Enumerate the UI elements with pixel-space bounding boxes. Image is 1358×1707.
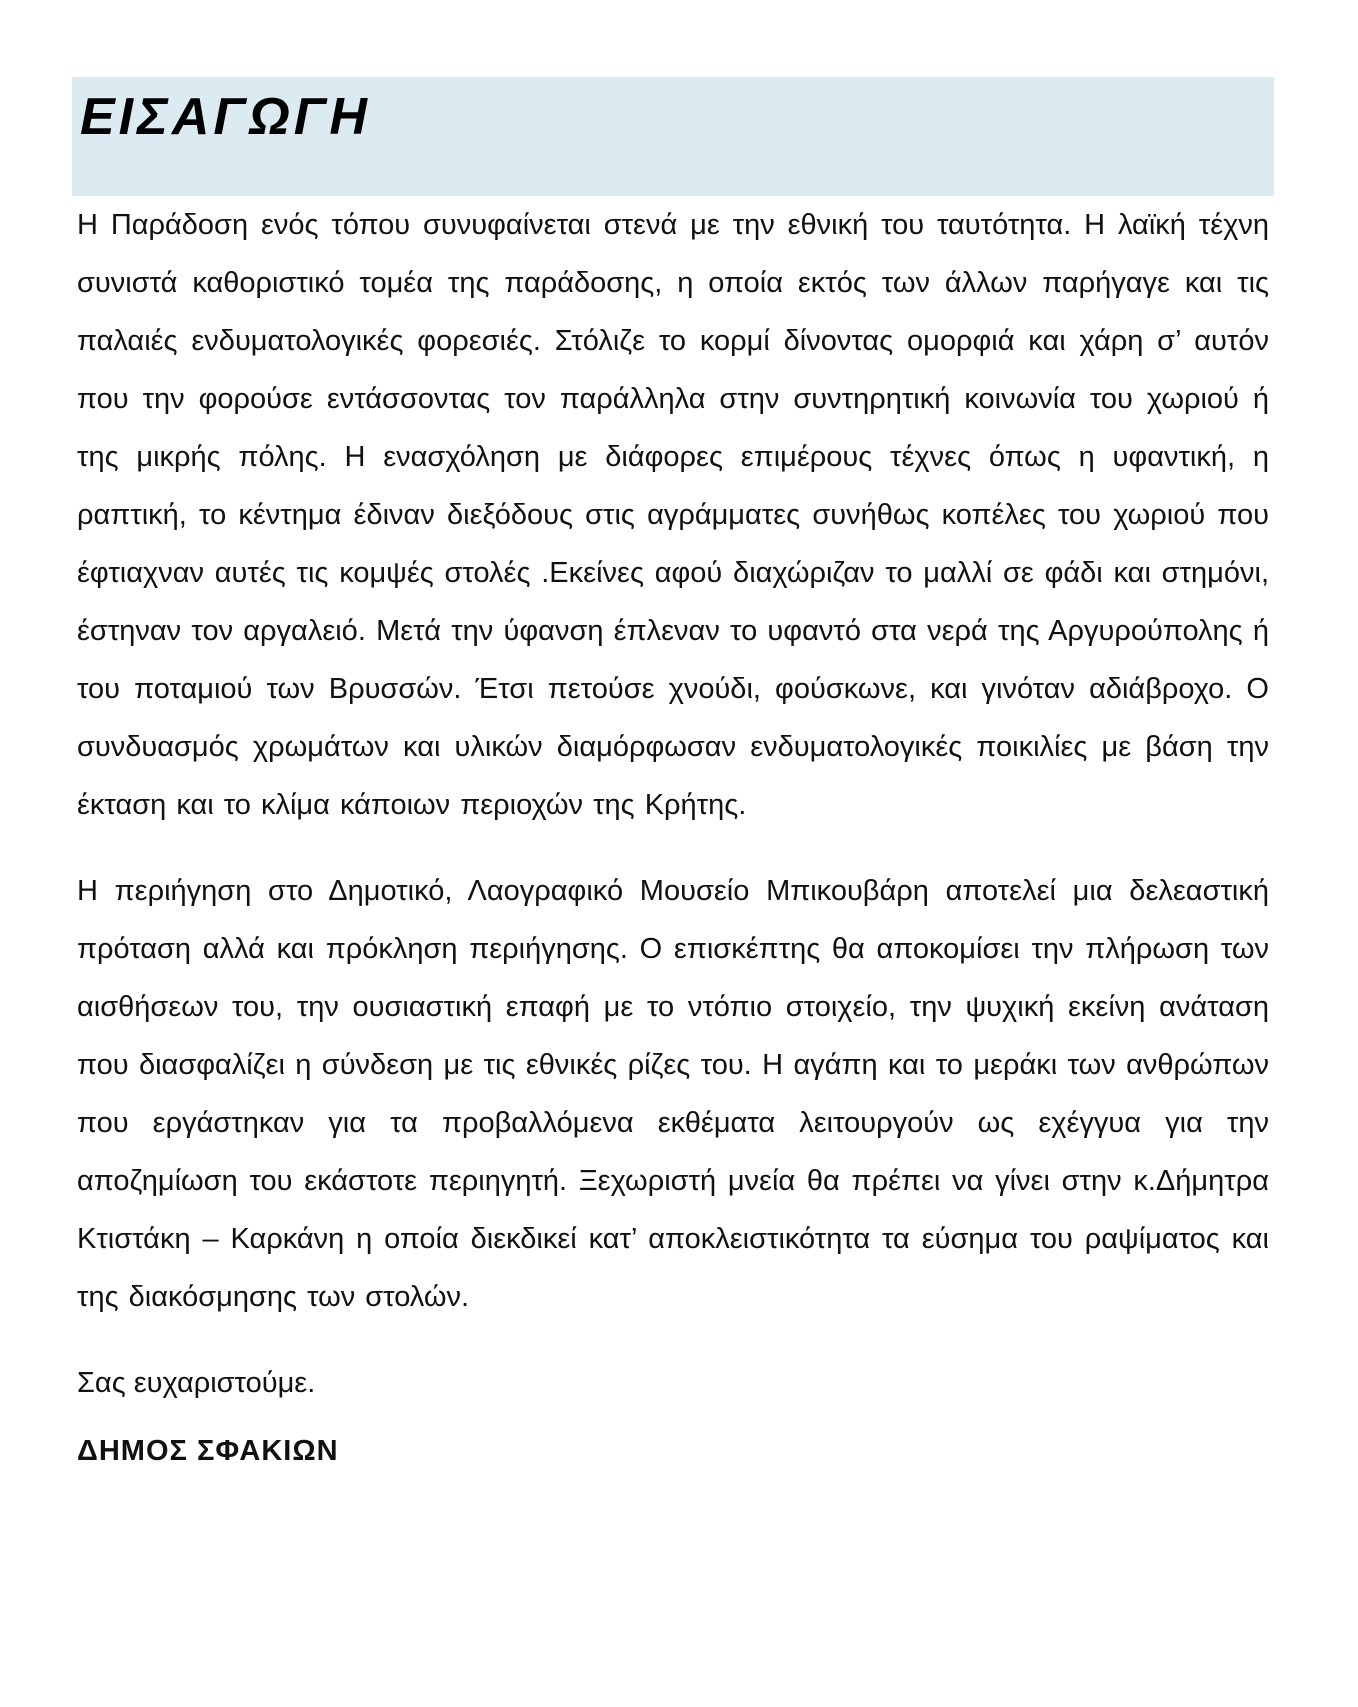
closing-text: Σας ευχαριστούμε. — [77, 1367, 316, 1399]
signature: ΔΗΜΟΣ ΣΦΑΚΙΩΝ — [77, 1435, 339, 1467]
museum-paragraph: Η περιήγηση στο Δημοτικό, Λαογραφικό Μουσείο Μπικουβάρη αποτελεί μια δελεαστική πρόταση αλλά και πρόκληση περιήγησης. Ο επισκέπτης θα αποκομίσει την πλήρωση των αισθήσεων του, την ουσιαστική επαφή με το ντόπιο στοιχείο, την ψυχική εκείνη ανάταση που διασφαλίζει η σύνδεση με τις εθνικές ρίζες του. Η αγάπη και το μεράκι των ανθρώπων που εργάστηκαν για τα προβαλλόμενα εκθέματα λειτουργούν ως εχέγγυα για την αποζημίωση του εκάστοτε περιηγητή. Ξεχωριστή μνεία θα πρέπει να γίνει στην κ.Δήμητρα Κτιστάκη – Καρκάνη η οποία διεκδικεί κατ’ αποκλειστικότητα τα εύσημα του ραψίματος και της διακόσμησης των στολών. — [77, 875, 1269, 1313]
title-band — [72, 77, 1274, 196]
document-body — [72, 196, 1274, 1480]
document-page — [72, 77, 1274, 1480]
intro-paragraph: Η Παράδοση ενός τόπου συνυφαίνεται στενά με την εθνική του ταυτότητα. Η λαϊκή τέχνη συνιστά καθοριστικό τομέα της παράδοσης, η οποία εκτός των άλλων παρήγαγε και τις παλαιές ενδυματολογικές φορεσιές. Στόλιζε το κορμί δίνοντας ομορφιά και χάρη σ’ αυτόν που την φορούσε εντάσσοντας τον παράλληλα στην συντηρητική κοινωνία του χωριού ή της μικρής πόλης. Η ενασχόληση με διάφορες επιμέρους τέχνες όπως η υφαντική, η ραπτική, το κέντημα έδιναν διεξόδους στις αγράμματες συνήθως κοπέλες του χωριού που έφτιαχναν αυτές τις κομψές στολές .Εκείνες αφού διαχώριζαν το μαλλί σε φάδι και στημόνι, έστηναν τον αργαλειό. Μετά την ύφανση έπλεναν το υφαντό στα νερά της Αργυρούπολης ή του ποταμιού των Βρυσσών. Έτσι πετούσε χνούδι, φούσκωνε, και γινόταν αδιάβροχο. Ο συνδυασμός χρωμάτων και υλικών διαμόρφωσαν ενδυματολογικές ποικιλίες με βάση την έκταση και το κλίμα κάποιων περιοχών της Κρήτης. — [77, 209, 1269, 821]
page-title: ΕΙΣΑΓΩΓΗ — [80, 88, 371, 146]
